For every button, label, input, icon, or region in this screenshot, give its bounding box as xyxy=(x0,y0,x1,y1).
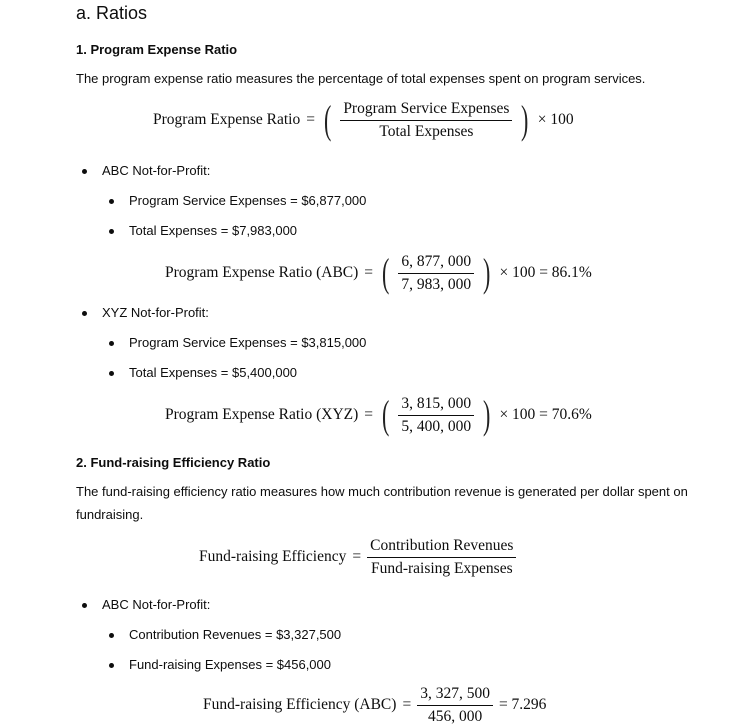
equation-result: = 7.296 xyxy=(498,696,547,713)
bullet-dot xyxy=(109,341,114,346)
equation-lhs: Fund-raising Efficiency (ABC) xyxy=(203,696,397,713)
equation-result: × 100 = 86.1% xyxy=(499,264,592,281)
equals-sign: = xyxy=(364,264,374,281)
bullet-dot xyxy=(82,311,87,316)
equals-sign: = xyxy=(352,548,362,565)
xyz-total-expenses: Total Expenses = $5,400,000 xyxy=(129,365,298,380)
bullet-dot xyxy=(109,663,114,668)
equation-denominator: 5, 400, 000 xyxy=(401,417,472,435)
bullet-dot xyxy=(82,603,87,608)
program-expense-description: The program expense ratio measures the percentage of total expenses spent on program services. xyxy=(76,71,646,86)
formula-denominator: Fund-raising Expenses xyxy=(370,559,513,577)
equation-fraction xyxy=(417,685,493,726)
formula-lhs: Program Expense Ratio xyxy=(153,111,301,128)
formula-denominator: Total Expenses xyxy=(379,122,474,140)
fundraising-formula xyxy=(196,535,519,579)
equals-sign: = xyxy=(402,696,412,713)
xyz-program-service-expenses: Program Service Expenses = $3,815,000 xyxy=(129,335,367,350)
program-expense-formula xyxy=(150,98,577,142)
abc-label: ABC Not-for-Profit: xyxy=(102,163,211,178)
abc-fundraising-equation xyxy=(200,683,549,727)
equation-fraction xyxy=(398,395,474,436)
equation-numerator: 3, 815, 000 xyxy=(398,395,474,416)
program-expense-heading: 1. Program Expense Ratio xyxy=(76,42,238,57)
equation-numerator: 3, 327, 500 xyxy=(417,685,493,706)
fundraising-abc-label: ABC Not-for-Profit: xyxy=(102,597,211,612)
bullet-dot xyxy=(109,199,114,204)
formula-fraction xyxy=(367,537,516,578)
equals-sign: = xyxy=(364,406,374,423)
close-paren: ) xyxy=(483,392,491,437)
close-paren: ) xyxy=(483,250,491,295)
bullet-dot xyxy=(109,371,114,376)
equation-lhs: Program Expense Ratio (XYZ) xyxy=(165,406,359,423)
xyz-program-expense-equation xyxy=(162,393,595,437)
formula-numerator: Program Service Expenses xyxy=(340,100,512,121)
open-paren: ( xyxy=(382,250,390,295)
abc-contribution-revenues: Contribution Revenues = $3,327,500 xyxy=(129,627,342,642)
section-title: a. Ratios xyxy=(76,3,148,23)
fundraising-description: The fund-raising efficiency ratio measures how much contribution revenue is generated per dollar spent on fundraising. xyxy=(76,484,688,522)
equation-result: × 100 = 70.6% xyxy=(499,406,592,423)
abc-program-expense-equation xyxy=(162,251,595,295)
formula-multiplier: × 100 xyxy=(537,111,574,128)
equation-denominator: 456, 000 xyxy=(427,707,483,725)
equation-denominator: 7, 983, 000 xyxy=(401,275,472,293)
open-paren: ( xyxy=(323,97,332,142)
bullet-dot xyxy=(109,229,114,234)
open-paren: ( xyxy=(382,392,390,437)
formula-fraction xyxy=(340,100,512,141)
formula-lhs: Fund-raising Efficiency xyxy=(199,548,347,565)
bullet-dot xyxy=(82,169,87,174)
equals-sign: = xyxy=(306,111,315,128)
equation-numerator: 6, 877, 000 xyxy=(398,253,474,274)
fundraising-heading: 2. Fund-raising Efficiency Ratio xyxy=(76,455,271,470)
equation-fraction xyxy=(398,253,474,294)
abc-program-service-expenses: Program Service Expenses = $6,877,000 xyxy=(129,193,367,208)
bullet-dot xyxy=(109,633,114,638)
abc-fundraising-expenses: Fund-raising Expenses = $456,000 xyxy=(129,657,331,672)
abc-total-expenses: Total Expenses = $7,983,000 xyxy=(129,223,298,238)
close-paren: ) xyxy=(521,97,529,142)
formula-numerator: Contribution Revenues xyxy=(367,537,516,558)
equation-lhs: Program Expense Ratio (ABC) xyxy=(165,264,359,281)
xyz-label: XYZ Not-for-Profit: xyxy=(102,305,209,320)
